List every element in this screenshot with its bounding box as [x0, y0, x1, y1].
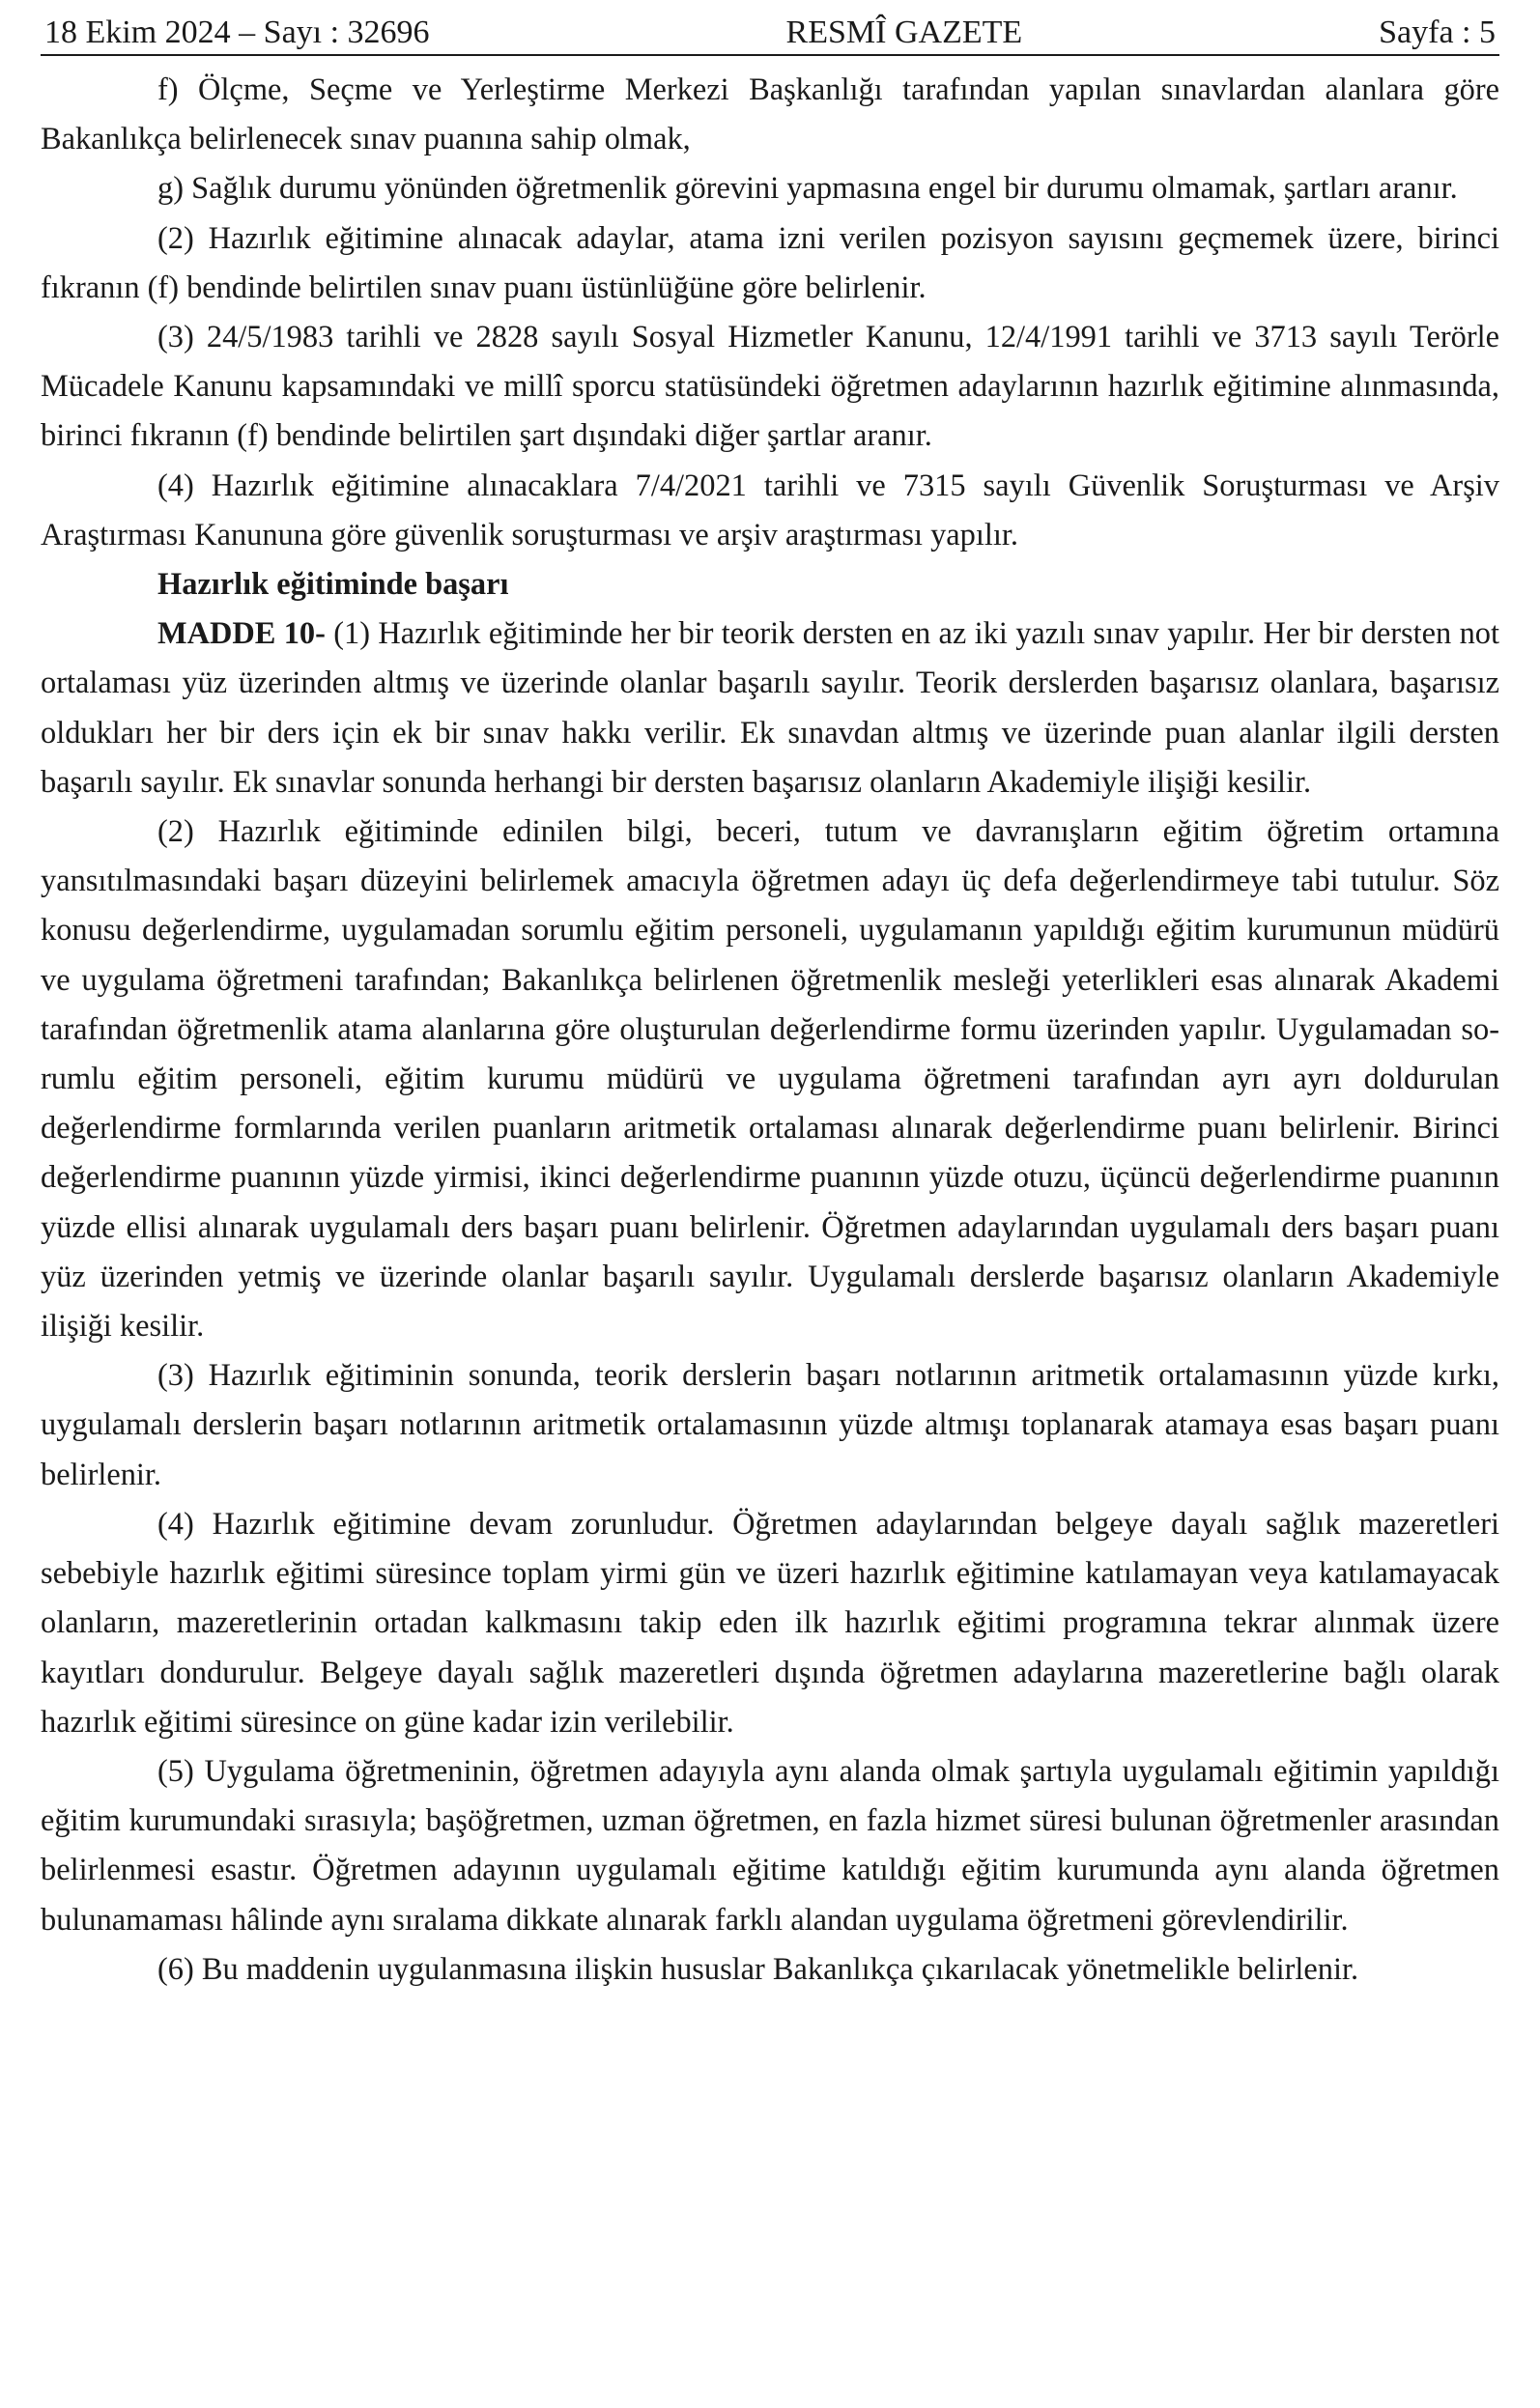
article-body — [41, 56, 1499, 1995]
paragraph-g: g) Sağlık durumu yönünden öğretmenlik görevini yapmasına engel bir durumu olmamak, şartları aranır. — [157, 171, 1458, 207]
madde-10-paragraph-3: (3) Hazırlık eğitiminin sonunda, teorik derslerin başarı notlarının aritmetik ortalamasının yüzde kırkı, uygulamalı derslerin başarı notlarının aritmetik ortalamasının yüzde altmışı toplanarak atamaya esas başarı puanı belirlenir. — [41, 1358, 1499, 1492]
section-heading: Hazırlık eğitiminde başarı — [157, 567, 509, 603]
paragraph-2: (2) Hazırlık eğitimine alınacak adaylar, atama izni verilen pozisyon sayısını geçmemek üzere, birinci fıkranın (f) bendinde belirtilen sınav puanı üstünlüğüne göre belirlenir. — [41, 220, 1499, 305]
paragraph-f: f) Ölçme, Seçme ve Yerleştirme Merkezi Başkanlığı tarafından yapılan sınavlardan alanlara göre Bakanlıkça belirlenecek sınav puanına sahip olmak, — [41, 72, 1499, 157]
issue-date-number: 18 Ekim 2024 – Sayı : 32696 — [44, 14, 430, 50]
madde-label: MADDE 10- — [157, 616, 326, 652]
page-number: Sayfa : 5 — [1379, 14, 1496, 50]
gazette-page — [41, 12, 1499, 2397]
madde-10-paragraph — [41, 609, 1499, 807]
madde-10-paragraph-2: (2) Hazırlık eğitiminde edinilen bilgi, beceri, tutum ve davranışların eğitim öğretim ortamına yansıtılmasındaki başarı düzeyini belirlemek amacıyla öğretmen adayı üç defa değerlendirmeye tabi tutulur. Söz konusu değerlendirme, uygulamadan sorumlu eğitim personeli, uygulamanın yapıldığı eğitim kurumunun müdürü ve uygulama öğretmeni tarafından; Bakanlıkça belirlenen öğretmenlik mesleği yeterlikleri esas alınarak Akademi tarafından öğretmenlik atama alanlarına göre oluşturulan değerlendirme formu üzerinden yapılır. Uygulamadan sorumlu eğitim personeli, eğitim kurumu müdürü ve uygulama öğretmeni tarafından ayrı ayrı doldurulan değerlendirme formlarında verilen puanların aritmetik ortalaması alınarak değerlendirme puanı belirlenir. Birinci değerlendirme puanının yüzde yirmisi, ikinci değerlendirme puanının yüzde otuzu, üçüncü değerlendirme puanının yüzde ellisi alınarak uygulamalı ders başarı puanı belirlenir. Öğretmen adaylarından uygulamalı ders başarı puanı yüz üzerinden yetmiş ve üzerinde olanlar başarılı sayılır. Uygulamalı derslerde başarısız olanların Akademiyle ilişiği kesilir. — [41, 814, 1499, 1345]
paragraph-4: (4) Hazırlık eğitimine alınacaklara 7/4/2021 tarihli ve 7315 sayılı Güvenlik Soruşturması ve Arşiv Araştırması Kanununa göre güvenlik soruşturması ve arşiv araştırması yapılır. — [41, 467, 1499, 552]
madde-10-paragraph-6: (6) Bu maddenin uygulanmasına ilişkin hususlar Bakanlıkça çıkarılacak yönetmelikle belirlenir. — [157, 1951, 1359, 1987]
publication-title: RESMÎ GAZETE — [785, 14, 1023, 50]
madde-10-paragraph-5: (5) Uygulama öğretmeninin, öğretmen adayıyla aynı alanda olmak şartıyla uygulamalı eğitimin yapıldığı eğitim kurumundaki sırasıyla; başöğretmen, uzman öğretmen, en fazla hizmet süresi bulunan öğretmenler arasından belirlenmesi esastır. Öğretmen adayının uygulamalı eğitime katıldığı eğitim kurumunda aynı alanda öğretmen bulunamaması hâlinde aynı sıralama dikkate alınarak farklı alandan uygulama öğretmeni görevlendirilir. — [41, 1753, 1499, 1938]
page-header — [41, 12, 1499, 56]
madde-text: (1) Hazırlık eğitiminde her bir teorik dersten en az iki yazılı sınav yapılır. Her bir dersten not ortalaması yüz üzerinden altmış ve üzerinde olanlar başarılı sayılır. Teorik derslerden başarısız olanlara, başarısız oldukları her bir ders için ek bir sınav hakkı verilir. Ek sınavdan altmış ve üzerinde puan alanlar ilgili dersten başarılı sayılır. Ek sınavlar sonunda herhangi bir dersten başarısız olanların Akademiyle ilişiği kesilir. — [41, 616, 1499, 800]
madde-10-paragraph-4: (4) Hazırlık eğitimine devam zorunludur. Öğretmen adaylarından belgeye dayalı sağlık mazeretleri sebebiyle hazırlık eğitimi süresince toplam yirmi gün ve üzeri hazırlık eğitimine katılamayan veya katılamayacak olanların, mazeretlerinin ortadan kalkmasını takip eden ilk hazırlık eğitimi programına tekrar alınmak üzere kayıtları dondurulur. Belgeye dayalı sağlık mazeretleri dışında öğretmen adaylarına mazeretlerine bağlı olarak hazırlık eğitimi süresince on güne kadar izin verilebilir. — [41, 1506, 1499, 1740]
paragraph-3: (3) 24/5/1983 tarihli ve 2828 sayılı Sosyal Hizmetler Kanunu, 12/4/1991 tarihli ve 3713 sayılı Terörle Mücadele Kanunu kapsamındaki ve millî sporcu statüsündeki öğretmen adaylarının hazırlık eğitimine alınmasında, birinci fıkranın (f) bendinde belirtilen şart dışındaki diğer şartlar aranır. — [41, 320, 1499, 454]
